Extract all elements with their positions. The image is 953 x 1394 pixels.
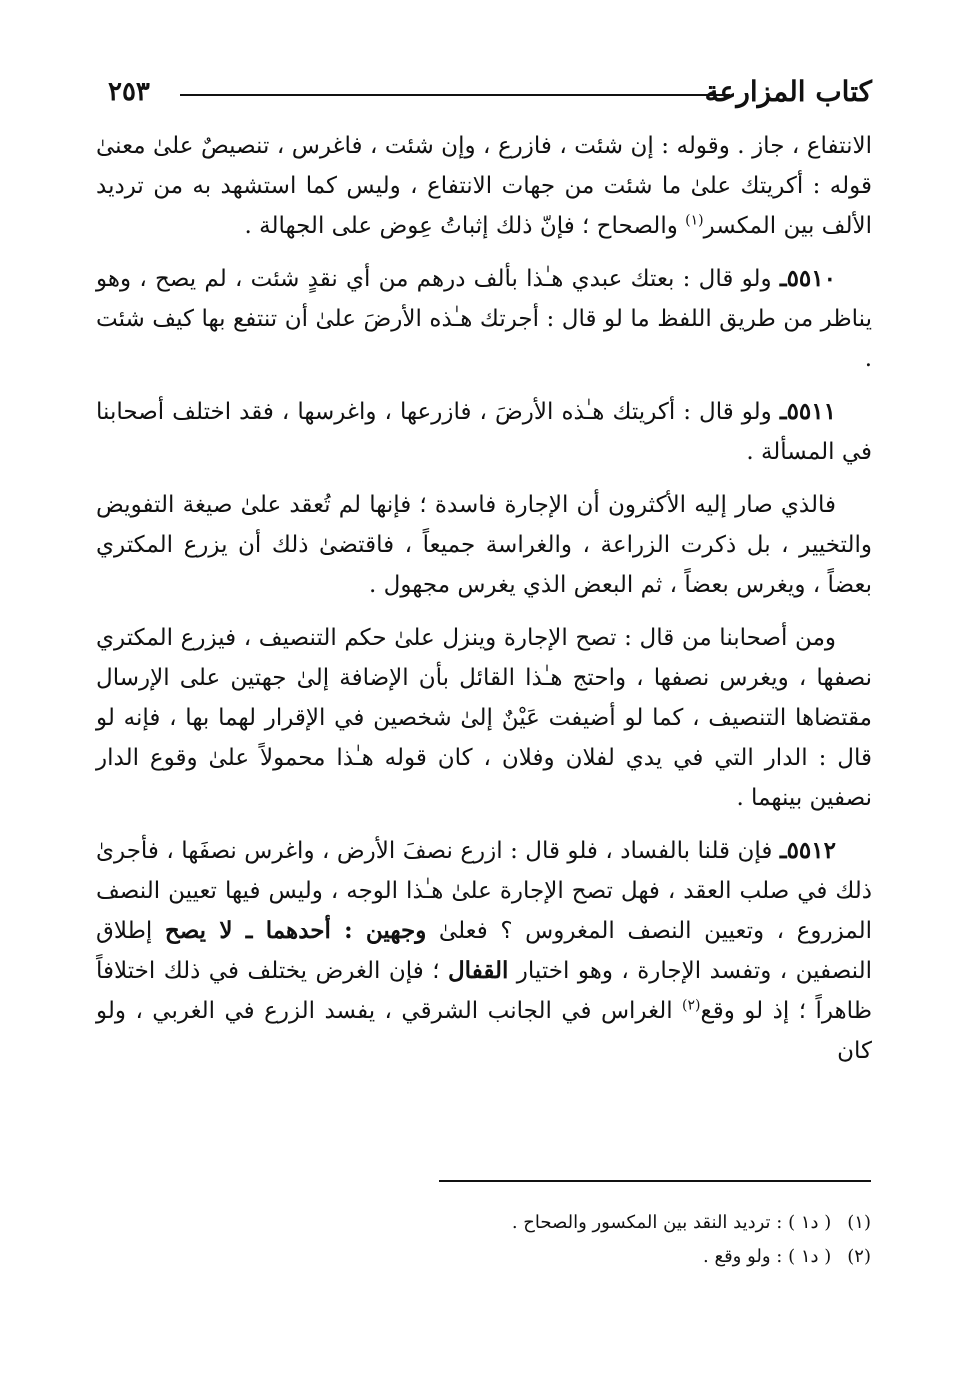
footnote-rule: [439, 1180, 871, 1182]
footnote-item: [371, 1240, 871, 1274]
footnote-text: ( د١ ) : ولو وقع .: [703, 1246, 832, 1267]
bold-name: القفال: [447, 957, 509, 984]
header-rule: [180, 94, 730, 96]
paragraph-text: فالذي صار إليه الأكثرون أن الإجارة فاسدة ؛ فإنها لم تُعقد علىٰ صيغة التفويض والتخيير ، بل ذكرت الزراعة ، والغراسة جميعاً ، فاقتضىٰ ذلك أن يزرع المكتري بعضاً ، ويغرس بعضاً ، ثم البعض الذي يغرس مجهول .: [96, 492, 872, 598]
issue-number: ٥٥١٠ـ: [779, 265, 836, 292]
paragraph: [96, 392, 872, 472]
paragraph-text: ولو قال : بعتك عبدي هـٰذا بألف درهم من أي نقدٍ شئت ، لم يصح ، وهو يناظر من طريق اللفظ ما لو قال : أجرتك هـٰذه الأرضَ علىٰ أن تنتفع بها كيف شئت .: [96, 266, 872, 372]
paragraph: [96, 259, 872, 379]
page-header: [108, 72, 872, 112]
footnote-item: [371, 1206, 871, 1240]
footnotes: [371, 1206, 871, 1274]
footnote-text: ( د١ ) : ترديد النقد بين المكسور والصحاح .: [511, 1212, 832, 1233]
paragraph-text: الغراس في الجانب الشرقي ، يفسد الزرع في الغربي ، ولو كان: [96, 998, 872, 1064]
paragraph: [96, 618, 872, 818]
bold-text: وجهين : أحدهما ـ لا يصح: [164, 917, 427, 944]
paragraph-text: ومن أصحابنا من قال : تصح الإجارة وينزل علىٰ حكم التنصيف ، فيزرع المكتري نصفها ، ويغرس نصفها ، واحتج هـٰذا القائل بأن الإضافة إلىٰ جهتين على الإرسال مقتضاها التنصيف ، كما لو أضيفت عَيْنٌ إلىٰ شخصين في الإقرار لهما بها ، فإنه لو قال : الدار التي في يدي لفلان وفلان ، كان قوله هـٰذا محمولاً علىٰ وقوع الدار نصفين بينهما .: [96, 625, 872, 811]
footnote-mark: (١): [847, 1212, 871, 1233]
footnote-ref: (١): [685, 212, 704, 229]
paragraph-text: والصحاح ؛ فإنّ ذلك إثباتُ عِوض على الجهالة .: [244, 213, 686, 239]
paragraph-text: فإن قلنا بالفساد ، فلو قال : ازرع نصفَ الأرض ، واغرس نصفَها ، فأجرىٰ ذلك في صلب العقد ، فهل تصح الإجارة علىٰ هـٰذا الوجه ، وليس فيها تعيين النصف المزروع ، وتعيين النصف المغروس ؟ فعلىٰ: [96, 838, 872, 944]
paragraph-text: إطلاق النصفين ، وتفسد الإجارة ، وهو اختيار: [96, 918, 872, 984]
paragraph: [96, 485, 872, 605]
paragraph-text: ؛ فإن الغرض يختلف في ذلك اختلافاً ظاهراً ؛ إذ لو وقع: [96, 958, 872, 1024]
main-text: [96, 126, 872, 1084]
page-number: ٢٥٣: [108, 77, 150, 107]
paragraph: [96, 126, 872, 246]
chapter-title: كتاب المزارعة: [704, 75, 872, 108]
paragraph-text: الانتفاع ، جاز . وقوله : إن شئت ، فازرع ، وإن شئت ، فاغرس ، تنصيصٌ علىٰ معنىٰ قوله : أكريتك علىٰ ما شئت من جهات الانتفاع ، وليس كما استشهد به من ترديد الألف بين المكسر: [96, 133, 872, 239]
footnote-mark: (٢): [847, 1246, 871, 1267]
paragraph: [96, 831, 872, 1071]
paragraph-text: ولو قال : أكريتك هـٰذه الأرضَ ، فازرعها ، واغرسها ، فقد اختلف أصحابنا في المسألة .: [96, 399, 872, 465]
issue-number: ٥٥١١ـ: [779, 398, 836, 425]
issue-number: ٥٥١٢ـ: [779, 837, 836, 864]
footnote-ref: (٢): [682, 997, 701, 1014]
